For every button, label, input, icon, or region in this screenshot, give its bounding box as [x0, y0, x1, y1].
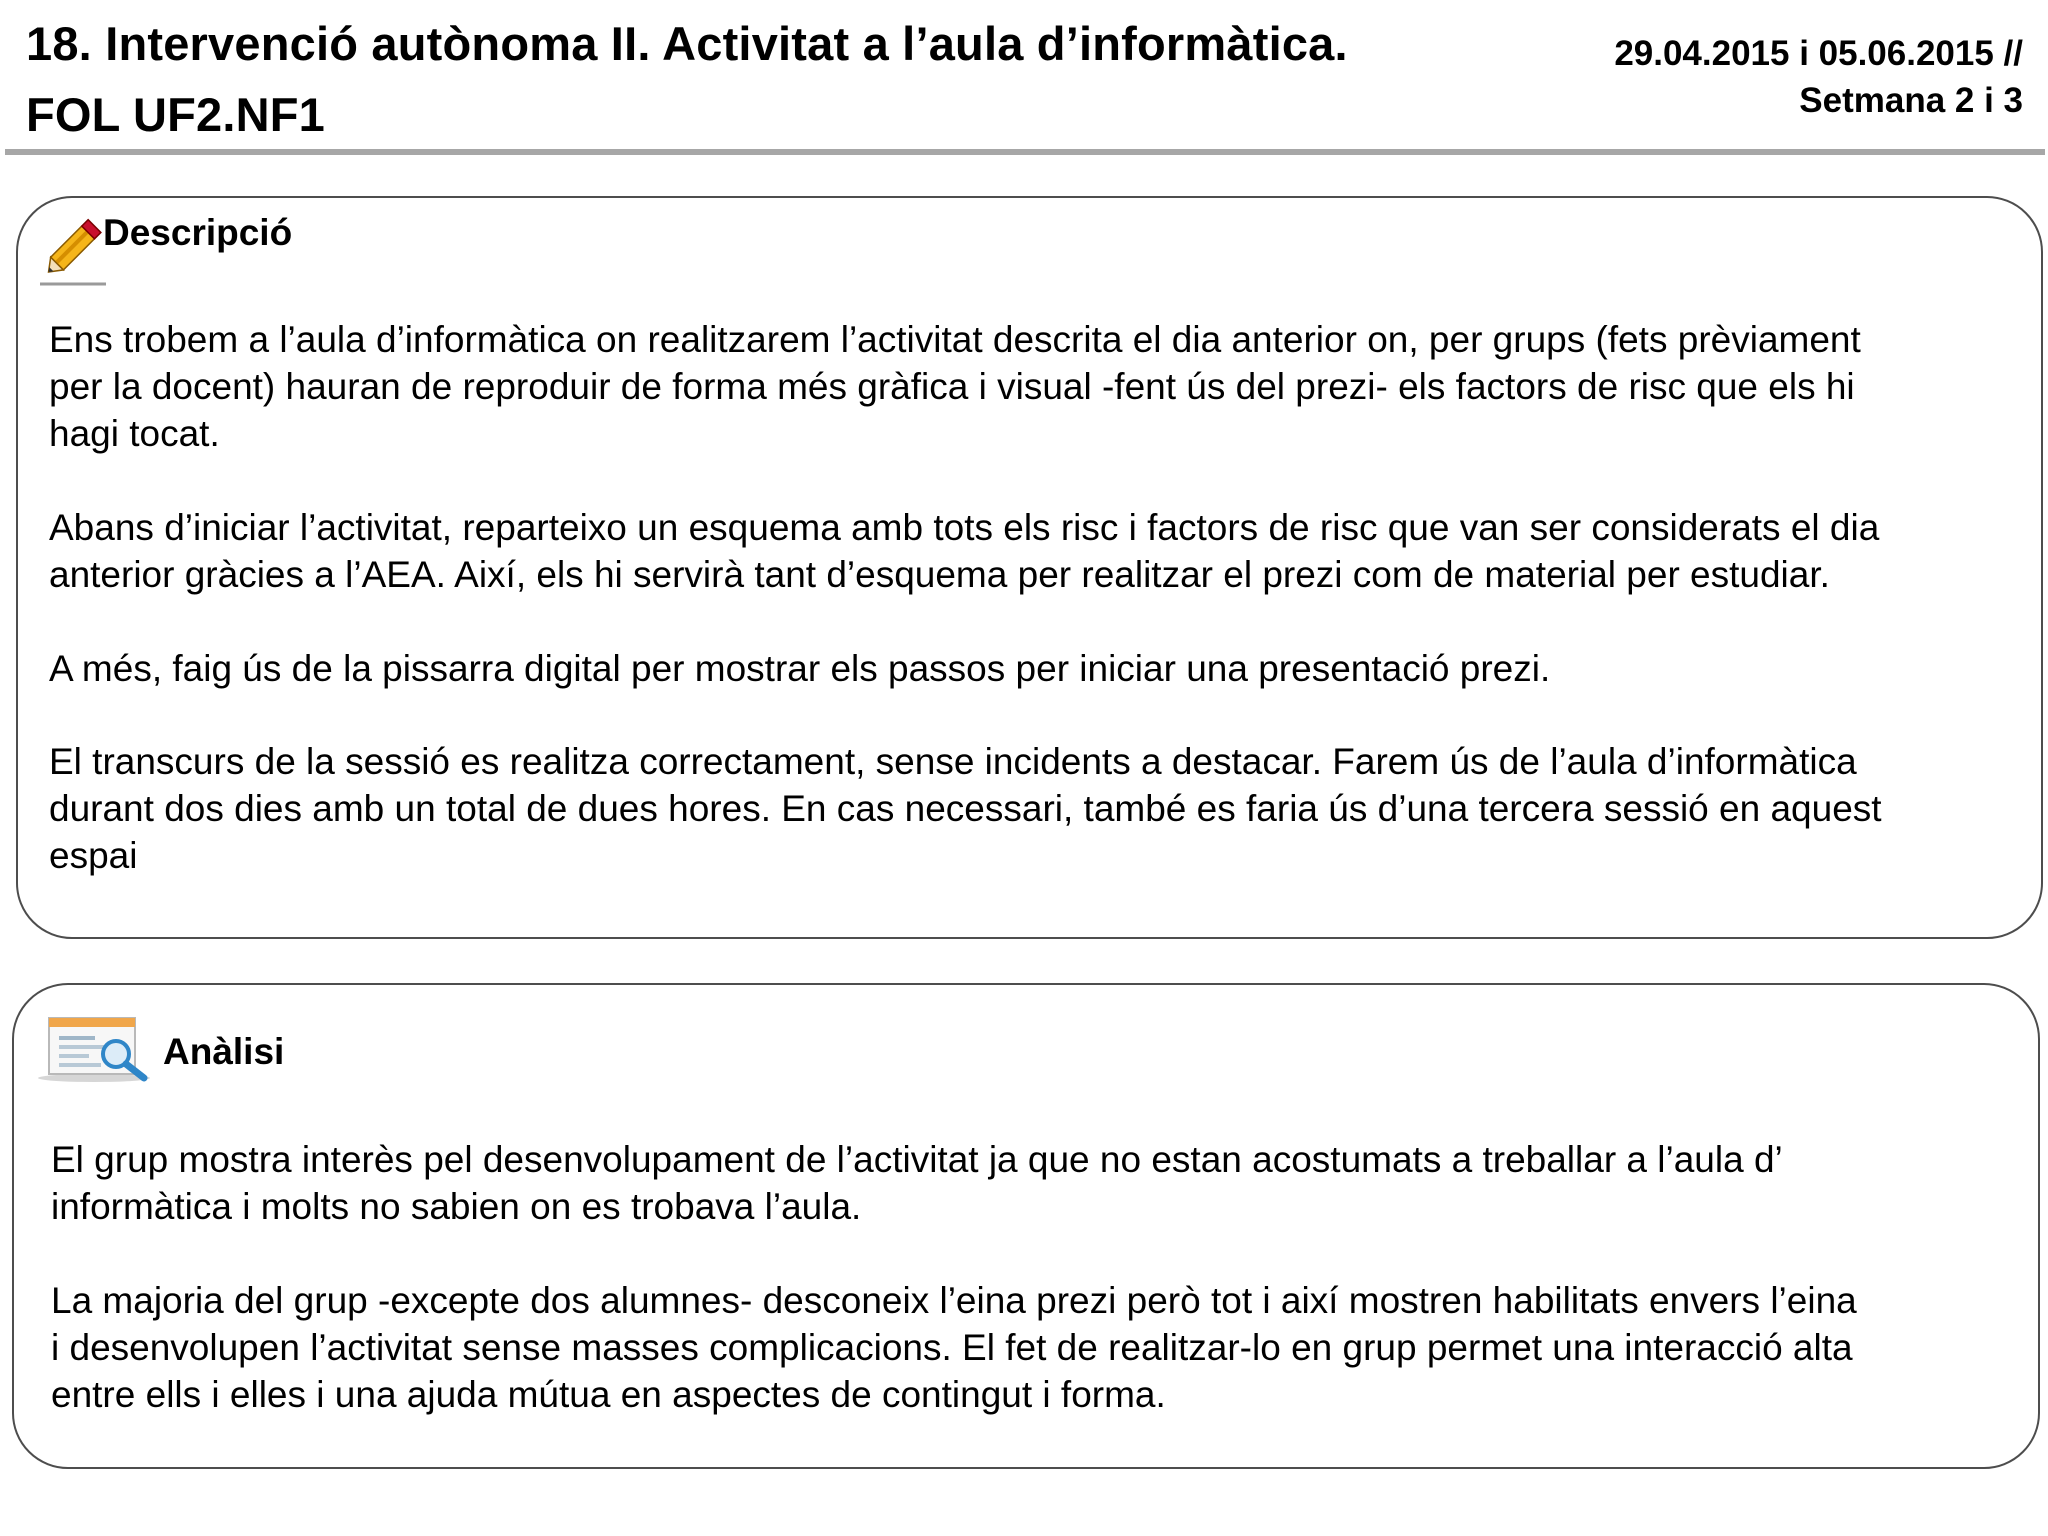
date-range: 29.04.2015 i 05.06.2015 // [1614, 34, 2023, 73]
pencil-icon [36, 210, 111, 288]
description-paragraph: Ens trobem a l’aula d’informàtica on realitzarem l’activitat descrita el dia anterior on, per grups (fets prèviament per la docent) hauran de reproduir de forma més gràfica i visual -fent ús del prezi- els factors de risc que els hi hagi tocat. [49, 319, 1861, 454]
analysis-heading: Anàlisi [163, 1031, 285, 1072]
page-title: 18. Intervenció autònoma II. Activitat a l’aula d’informàtica. [26, 17, 1348, 70]
analysis-panel [12, 983, 2040, 1469]
header-divider [5, 149, 2045, 155]
page-subtitle: FOL UF2.NF1 [26, 88, 326, 141]
document-search-icon [32, 1014, 158, 1084]
page-header [0, 0, 2048, 160]
description-paragraph: Abans d’iniciar l’activitat, reparteixo un esquema amb tots els risc i factors de risc que van ser considerats el dia anterior gràcies a l’AEA. Així, els hi servirà tant d’esquema per realitzar el prezi com de material per estudiar. [49, 507, 1880, 595]
analysis-paragraph: El grup mostra interès pel desenvolupament de l’activitat ja que no estan acostumats a treballar a l’aula d’ informàtica i molts no sabien on es trobava l’aula. [51, 1139, 1783, 1227]
week-label: Setmana 2 i 3 [1799, 81, 2023, 120]
description-paragraph: El transcurs de la sessió es realitza correctament, sense incidents a destacar. Farem ús de l’aula d’informàtica durant dos dies amb un total de dues hores. En cas necessari, també es faria ús d’una tercera sessió en aquest espai [49, 741, 1882, 876]
description-heading: Descripció [103, 212, 293, 253]
analysis-paragraph: La majoria del grup -excepte dos alumnes- desconeix l’eina prezi però tot i així mostren habilitats envers l’eina i desenvolupen l’activitat sense masses complicacions. El fet de realitzar-lo en grup permet una interacció alta entre ells i elles i una ajuda mútua en aspectes de contingut i forma. [51, 1280, 1857, 1415]
description-paragraph: A més, faig ús de la pissarra digital per mostrar els passos per iniciar una presentació prezi. [49, 648, 1551, 689]
description-panel [16, 196, 2043, 939]
